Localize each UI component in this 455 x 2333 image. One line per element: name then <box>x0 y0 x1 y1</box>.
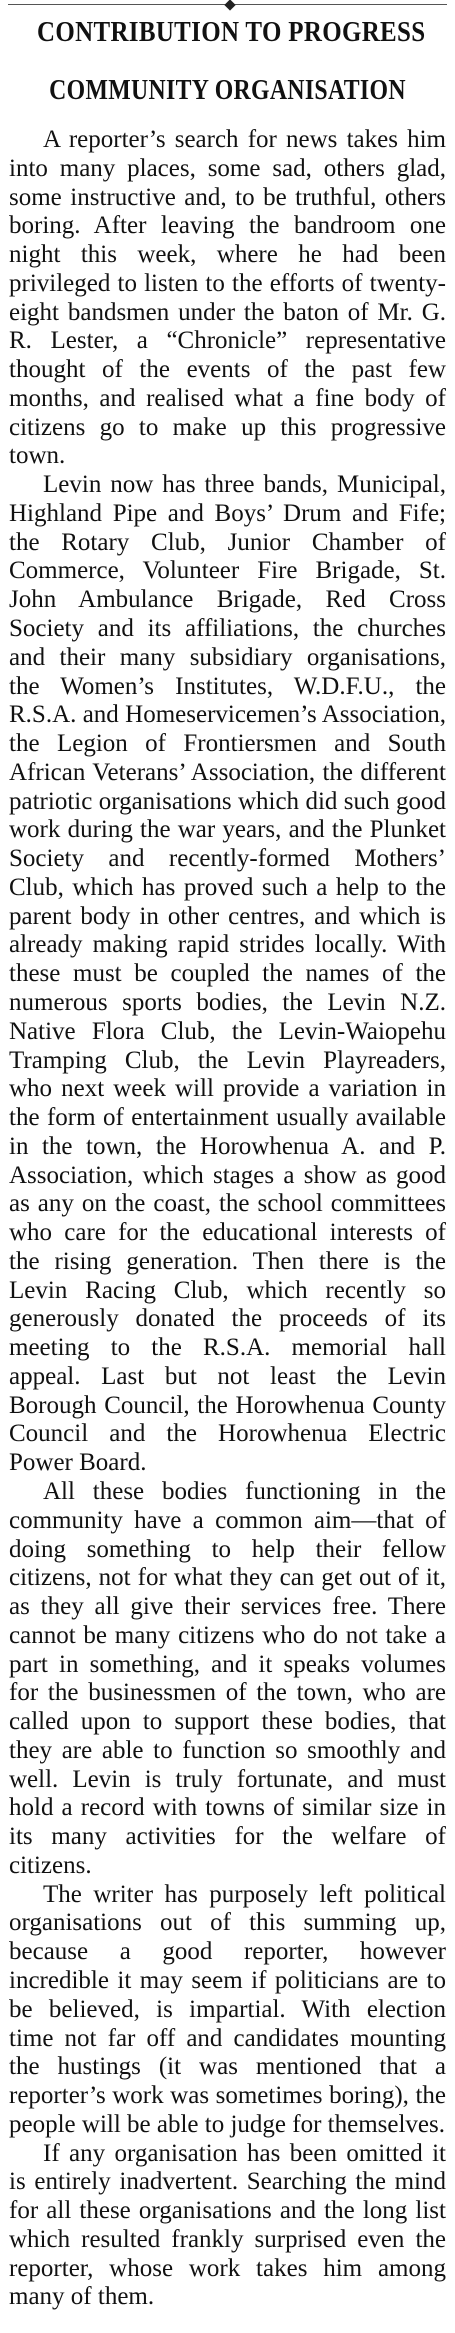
headline: CONTRIBUTION TO PROGRESS <box>37 16 426 48</box>
rule-ornament <box>224 0 235 11</box>
article-body <box>9 126 446 2312</box>
paragraph-3: All these bodies functioning in the community have a common aim—that of doing something to help their fellow citizens, not for what they can get out of it, as they all give their services free. There cannot be many citizens who do not take a part in something, and it speaks volumes for the businessmen of the town, who are called upon to support these bodies, that they are able to function so smoothly and well. Levin is truly fortunate, and must hold a record with towns of similar size in its many activities for the welfare of citizens. <box>9 1477 446 1879</box>
paragraph-2: Levin now has three bands, Municipal, Highland Pipe and Boys’ Drum and Fife; the Rotary Club, Junior Chamber of Commerce, Volunteer Fire Brigade, St. John Ambulance Brigade, Red Cross Society and its affiliations, the churches and their many subsidiary organisations, the Women’s Institutes, W.D.F.U., the R.S.A. and Homeservicemen’s Association, the Legion of Frontiersmen and South African Veterans’ Association, the different patriotic organisations which did such good work during the war years, and the Plunket Society and recently-formed Mothers’ Club, which has proved such a help to the parent body in other centres, and which is already making rapid strides locally. With these must be coupled the names of the numerous sports bodies, the Levin N.Z. Native Flora Club, the Levin-Waiopehu Tramping Club, the Levin Playreaders, who next week will provide a variation in the form of entertainment usually available in the town, the Horowhenua A. and P. Association, which stages a show as good as any on the coast, the school committees who care for the educational interests of the rising generation. Then there is the Levin Racing Club, which recently so generously donated the proceeds of its meeting to the R.S.A. memorial hall appeal. Last but not least the Levin Borough Council, the Horowhenua County Council and the Horowhenua Electric Power Board. <box>9 471 446 1477</box>
paragraph-5: If any organisation has been omitted it is entirely inadvertent. Searching the mind for all these organisations and the long list which resulted frankly surprised even the reporter, whose work takes him among many of them. <box>9 2139 446 2311</box>
column-top-rule <box>8 1 447 9</box>
paragraph-1: A reporter’s search for news takes him into many places, some sad, others glad, some instructive and, to be truthful, others boring. After leaving the bandroom one night this week, where he had been privileged to listen to the efforts of twenty-eight bandsmen under the baton of Mr. G. R. Lester, a “Chronicle” representative thought of the events of the past few months, and realised what a fine body of citizens go to make up this progressive town. <box>9 126 446 470</box>
paragraph-4: The writer has purposely left political organisations out of this summing up, because a good reporter, however incredible it may seem if politicians are to be believed, is impartial. With election time not far off and candidates mounting the hustings (it was mentioned that a reporter’s work was sometimes boring), the people will be able to judge for themselves. <box>9 1880 446 2138</box>
subheadline: COMMUNITY ORGANISATION <box>49 74 406 106</box>
